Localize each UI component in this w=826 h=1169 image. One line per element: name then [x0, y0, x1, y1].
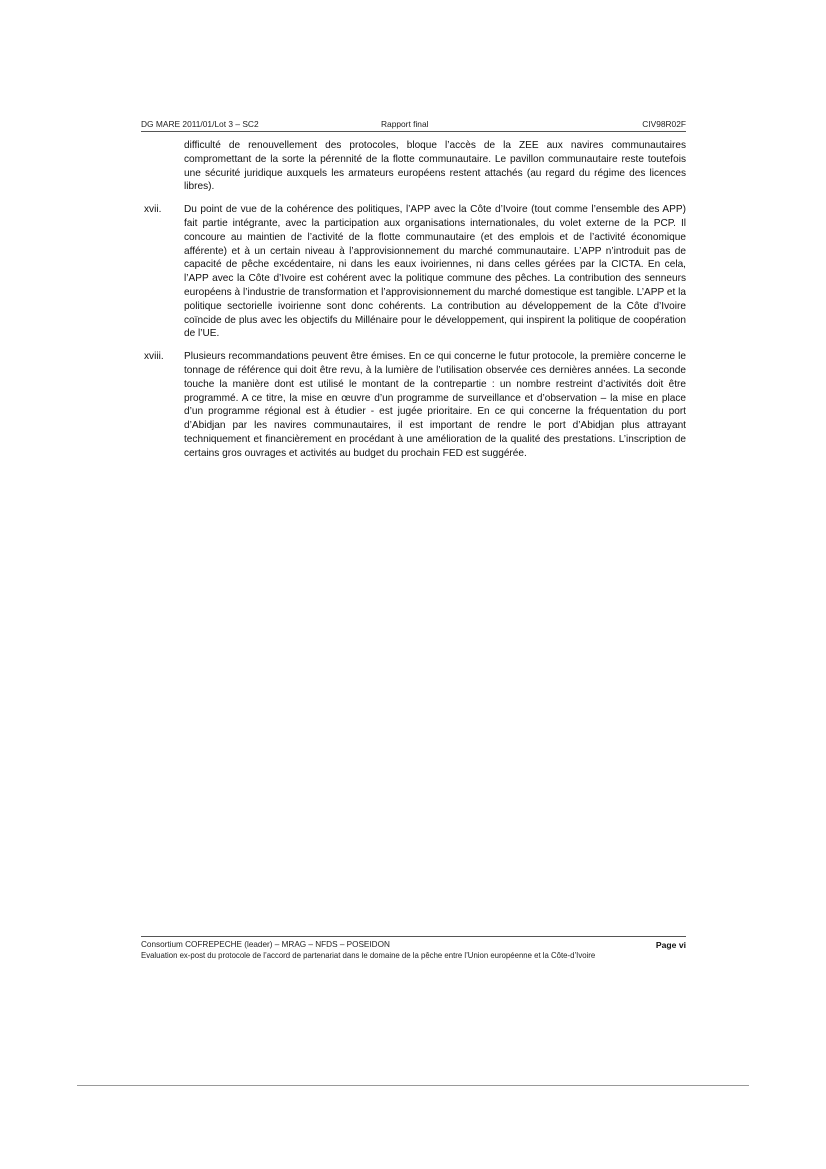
paragraph-number: xviii.: [144, 351, 164, 363]
paragraph-xviii: [141, 350, 686, 460]
body-text: [141, 139, 686, 461]
paragraph-text: difficulté de renouvellement des protocoles, bloque l’accès de la ZEE aux navires communautaires compromettant de la sorte la pérennité de la flotte communautaire. Le pavillon communautaire reste toutefois une sécurité juridique auxquels les armateurs européens restent attachés (au regard du régime des licences libres).: [184, 140, 686, 193]
paragraph-text: Plusieurs recommandations peuvent être émises. En ce qui concerne le futur protocole, la première concerne le tonnage de référence qui doit être revu, à la lumière de l’utilisation observée ces dernières années. La seconde touche la manière dont est utilisé le montant de la contrepartie : un nombre restreint d’activités doit être programmé. A ce titre, la mise en œuvre d’un programme de surveillance et d’observation – la mise en place d’un programme régional est à étudier - est jugée prioritaire. En ce qui concerne la fréquentation du port d’Abidjan par les navires communautaires, il est important de rendre le port d’Abidjan plus attrayant techniquement et financièrement en procédant à une amélioration de la qualité des prestations. L’inscription de certains gros ouvrages et activités au budget du prochain FED est suggérée.: [184, 351, 686, 459]
paragraph-number: xvii.: [144, 204, 162, 216]
page-number: Page vi: [655, 940, 686, 950]
paragraph-xvii: [141, 203, 686, 341]
paragraph-text: Du point de vue de la cohérence des politiques, l’APP avec la Côte d’Ivoire (tout comme l’ensemble des APP) fait partie intégrante, avec la participation aux organisations internationales, du volet externe de la PCP. Il concoure au maintien de l’activité de la flotte communautaire (et des emplois et de l’activité économique afférente) et à un certain niveau à l’approvisionnement du marché communautaire. L’APP n’introduit pas de capacité de pêche excédentaire, ni dans les eaux ivoiriennes, ni dans celles gérées par la CICTA. En cela, l’APP avec la Côte d’Ivoire est cohérent avec la politique commune des pêches. La contribution des senneurs européens à l’industrie de transformation et l’approvisionnement du marché domestique est tangible. L’APP et la politique sectorielle ivoirienne sont donc cohérents. La contribution au développement de la Côte d’Ivoire coïncide de plus avec les objectifs du Millénaire pour le développement, qui inspirent la politique de coopération de l’UE.: [184, 204, 686, 340]
page-bottom-rule: [77, 1085, 749, 1086]
header-reference: DG MARE 2011/01/Lot 3 – SC2: [141, 119, 259, 129]
footer-consortium: Consortium COFREPECHE (leader) – MRAG – NFDS – POSEIDON: [141, 940, 390, 949]
page-footer: [141, 936, 686, 960]
header-document-code: CIV98R02F: [642, 119, 686, 129]
paragraph-continuation: [141, 139, 686, 194]
header-report-type: Rapport final: [381, 119, 429, 129]
footer-subtitle: Evaluation ex-post du protocole de l’accord de partenariat dans le domaine de la pêche entre l’Union européenne et la Côte-d’Ivoire: [141, 951, 596, 960]
page-header: [141, 117, 686, 132]
